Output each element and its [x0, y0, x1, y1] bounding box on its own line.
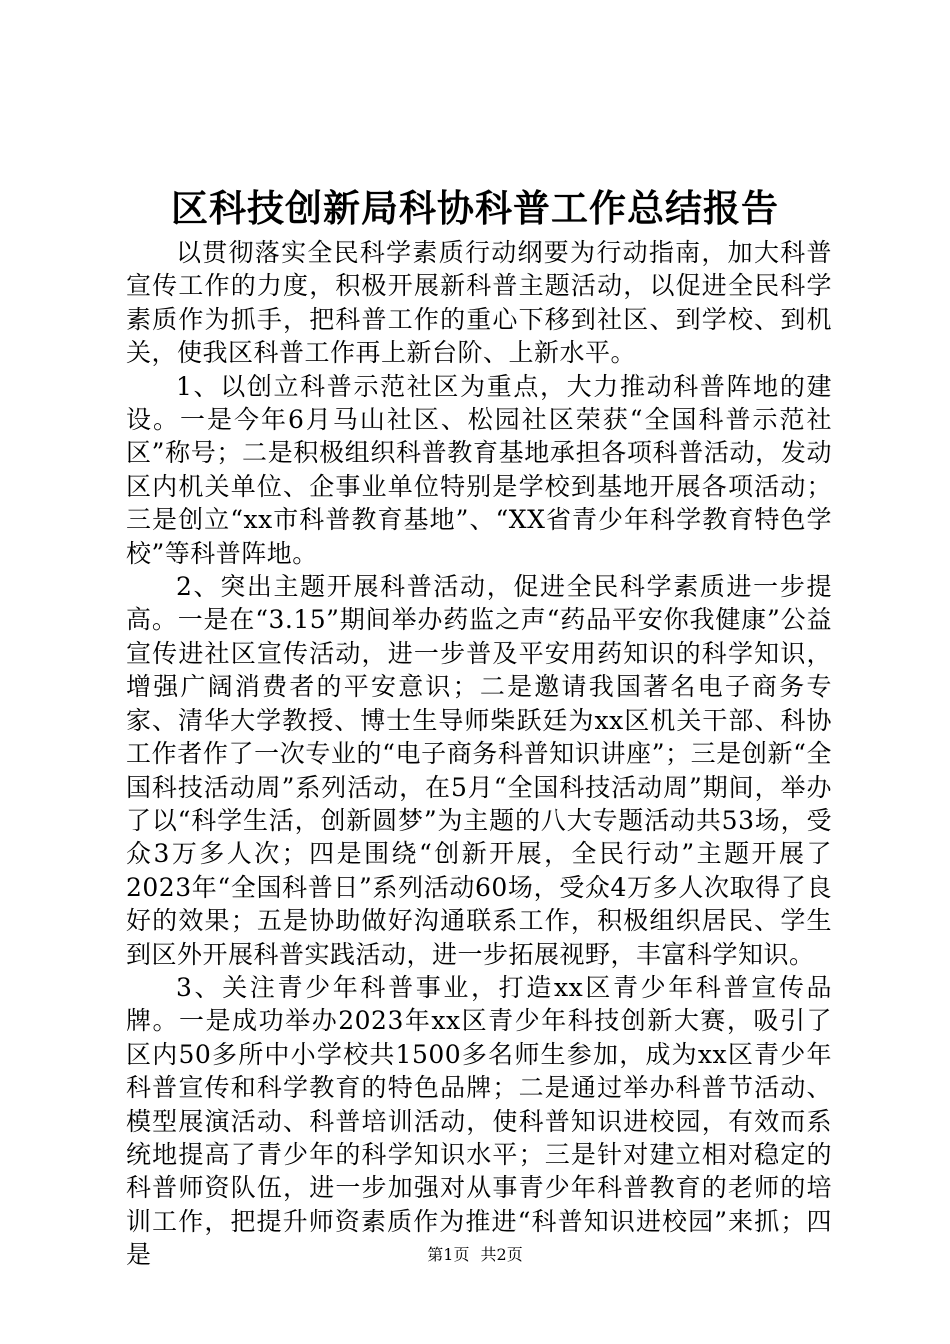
document-body: [126, 236, 832, 1272]
page-number-total: 共2页: [480, 1245, 523, 1264]
document-title: 区科技创新局科协科普工作总结报告: [171, 186, 779, 230]
paragraph-section-1: 1、以创立科普示范社区为重点，大力推动科普阵地的建设。一是今年6月马山社区、松园社区荣获“全国科普示范社区”称号；二是积极组织科普教育基地承担各项科普活动，发动区内机关单位、企事业单位特别是学校到基地开展各项活动；三是创立“xx市科普教育基地”、“XX省青少年科学教育特色学校”等科普阵地。: [126, 371, 832, 568]
paragraph-intro: 以贯彻落实全民科学素质行动纲要为行动指南，加大科普宣传工作的力度，积极开展新科普主题活动，以促进全民科学素质作为抓手，把科普工作的重心下移到社区、到学校、到机关，使我区科普工作再上新台阶、上新水平。: [126, 238, 832, 368]
page-number-current: 第1页: [427, 1245, 470, 1264]
paragraph-section-2: 2、突出主题开展科普活动，促进全民科学素质进一步提高。一是在“3.15”期间举办药监之声“药品平安你我健康”公益宣传进社区宣传活动，进一步普及平安用药知识的科学知识，增强广阔消费者的平安意识；二是邀请我国著名电子商务专家、清华大学教授、博士生导师柴跃廷为xx区机关干部、科协工作者作了一次专业的“电子商务科普知识讲座”；三是创新“全国科技活动周”系列活动，在5月“全国科技活动周”期间，举办了以“科学生活，创新圆梦”为主题的八大专题活动共53场，受众3万多人次；四是围绕“创新开展，全民行动”主题开展了2023年“全国科普日”系列活动60场，受众4万多人次取得了良好的效果；五是协助做好沟通联系工作，积极组织居民、学生到区外开展科普实践活动，进一步拓展视野，丰富科学知识。: [126, 572, 832, 969]
page-footer: [0, 1245, 950, 1265]
paragraph-section-3: 3、关注青少年科普事业，打造xx区青少年科普宣传品牌。一是成功举办2023年xx区青少年科技创新大赛，吸引了区内50多所中小学校共1500多名师生参加，成为xx区青少年科普宣传和科学教育的特色品牌；二是通过举办科普节活动、模型展演活动、科普培训活动，使科普知识进校园，有效而系统地提高了青少年的科学知识水平；三是针对建立相对稳定的科普师资队伍，进一步加强对从事青少年科普教育的老师的培训工作，把提升师资素质作为推进“科普知识进校园”来抓；四是: [126, 972, 832, 1270]
